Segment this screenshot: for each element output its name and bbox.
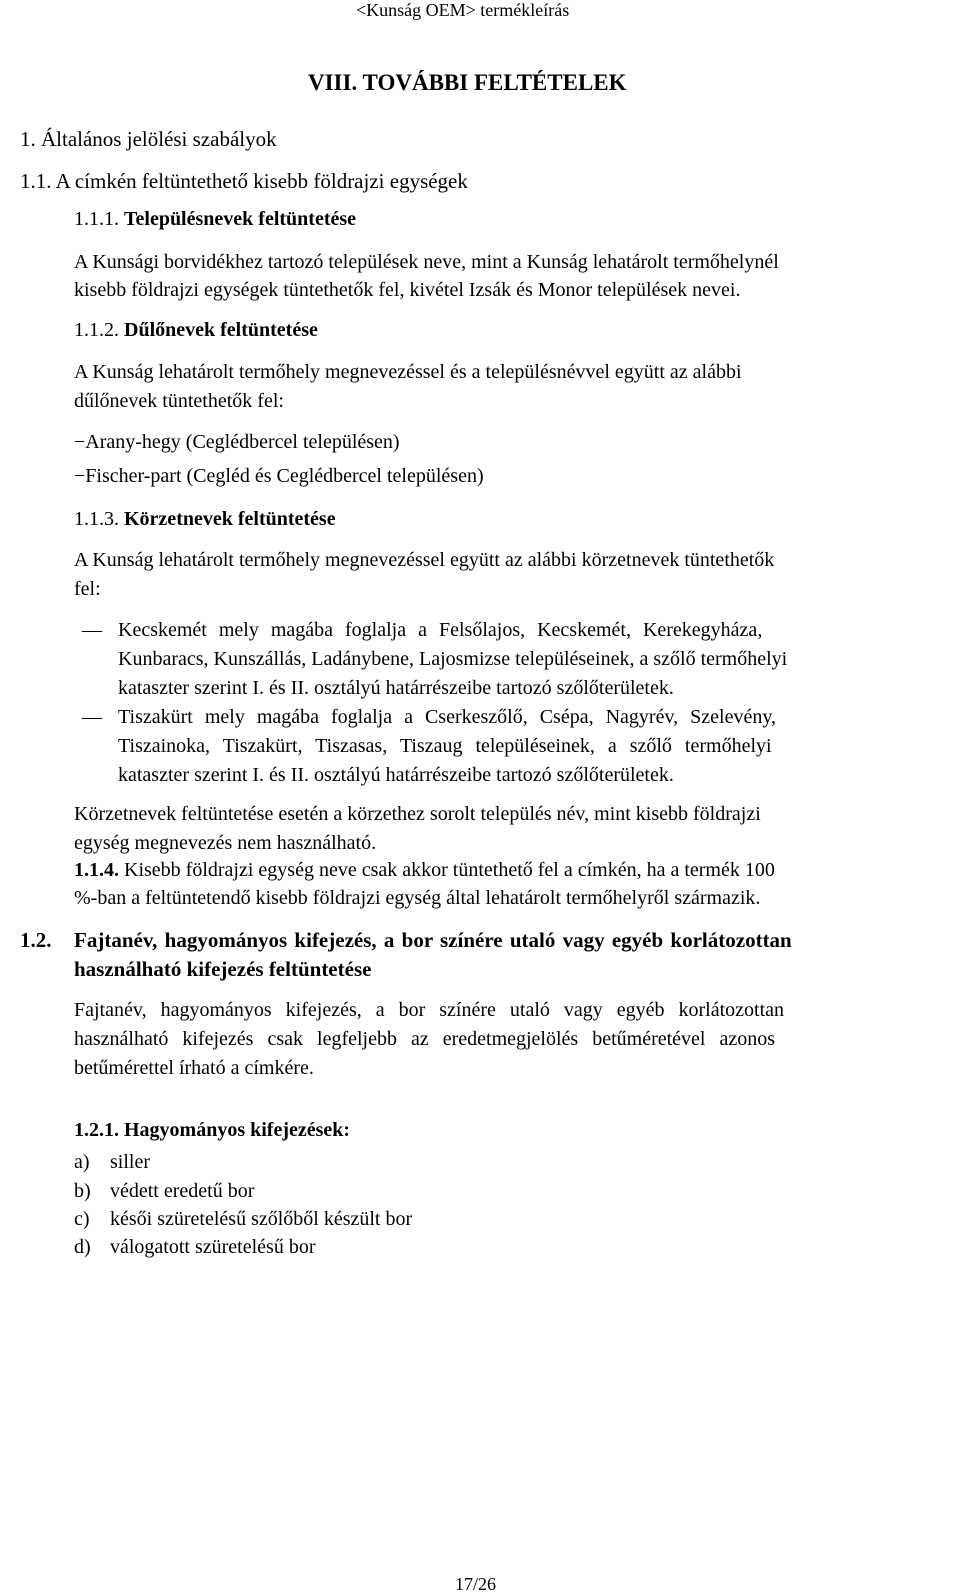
paragraph-line: A Kunság lehatárolt termőhely megnevezéssel és a településnévvel együtt az alábbi xyxy=(74,361,742,383)
section-1-2-title-line: Fajtanév, hagyományos kifejezés, a bor színére utaló vagy egyéb korlátozottan xyxy=(74,928,792,952)
page-number: 17/26 xyxy=(455,1574,497,1594)
paragraph-line: dűlőnevek tüntethetők fel: xyxy=(74,390,284,412)
section-1-2-number: 1.2. xyxy=(20,928,52,952)
section-title: Dűlőnevek feltüntetése xyxy=(124,319,318,341)
section-1-1-3-heading xyxy=(74,505,336,534)
section-1-2-1-heading: 1.2.1. Hagyományos kifejezések: xyxy=(74,1119,351,1141)
list-item-text: válogatott szüretelésű bor xyxy=(110,1236,316,1258)
section-1-heading: 1. Általános jelölési szabályok xyxy=(20,127,277,151)
section-number: 1.1.1. xyxy=(74,208,119,230)
section-number: 1.1.4. xyxy=(74,859,119,881)
list-item: −Fischer-part (Cegléd és Ceglédbercel településen) xyxy=(74,462,484,491)
section-1-1-heading: 1.1. A címkén feltüntethető kisebb földrajzi egységek xyxy=(20,169,468,193)
paragraph-line: betűmérettel írható a címkére. xyxy=(74,1057,314,1079)
running-header: <Kunság OEM> termékleírás xyxy=(356,0,570,20)
paragraph-line: A Kunsági borvidékhez tartozó települések neve, mint a Kunság lehatárolt termőhelynél xyxy=(74,251,779,273)
section-number: 1.1.3. xyxy=(74,508,119,530)
list-item-text: késői szüretelésű szőlőből készült bor xyxy=(110,1208,413,1230)
section-number: 1.1.2. xyxy=(74,319,119,341)
section-title: Településnevek feltüntetése xyxy=(124,208,357,230)
section-1-1-2-heading xyxy=(74,316,318,345)
list-marker: c) xyxy=(74,1208,90,1230)
dash-bullet: — xyxy=(82,619,102,641)
dash-bullet: — xyxy=(82,706,102,728)
paragraph-line: Körzetnevek feltüntetése esetén a körzethez sorolt település név, mint kisebb földrajzi xyxy=(74,803,761,825)
paragraph-line: kisebb földrajzi egységek tüntethetők fel, kivétel Izsák és Monor települések nevei. xyxy=(74,279,741,301)
list-item-line: kataszter szerint I. és II. osztályú határrészeibe tartozó szőlőterületek. xyxy=(118,764,674,786)
list-item-line: Tiszakürt mely magába foglalja a Cserkeszőlő, Csépa, Nagyrév, Szelevény, xyxy=(118,706,777,728)
chapter-title: VIII. TOVÁBBI FELTÉTELEK xyxy=(308,70,627,95)
list-marker: b) xyxy=(74,1180,91,1202)
section-title: Körzetnevek feltüntetése xyxy=(124,508,336,530)
section-1-2-title-line: használható kifejezés feltüntetése xyxy=(74,957,372,981)
section-1-1-4-line: 1.1.4. Kisebb földrajzi egység neve csak akkor tüntethető fel a címkén, ha a termék 100 xyxy=(74,859,775,881)
list-marker: a) xyxy=(74,1151,90,1173)
paragraph-line: Fajtanév, hagyományos kifejezés, a bor színére utaló vagy egyéb korlátozottan xyxy=(74,999,785,1021)
list-item-line: Tiszainoka, Tiszakürt, Tiszasas, Tiszaug településeinek, a szőlő termőhelyi xyxy=(118,735,772,757)
section-1-1-1-heading xyxy=(74,205,356,234)
list-item-text: siller xyxy=(110,1151,150,1173)
dash-bullet: − xyxy=(74,431,86,453)
list-item-line: Kunbaracs, Kunszállás, Ladánybene, Lajosmizse településeinek, a szőlő termőhelyi xyxy=(118,648,788,670)
paragraph-line: A Kunság lehatárolt termőhely megnevezéssel együtt az alábbi körzetnevek tüntethetők xyxy=(74,549,775,571)
list-item: −Arany-hegy (Ceglédbercel településen) xyxy=(74,428,400,457)
paragraph-line: használható kifejezés csak legfeljebb az eredetmegjelölés betűméretével azonos xyxy=(74,1028,776,1050)
dash-bullet: − xyxy=(74,465,86,487)
list-marker: d) xyxy=(74,1236,91,1258)
list-item-text: védett eredetű bor xyxy=(110,1180,255,1202)
list-item-line: kataszter szerint I. és II. osztályú határrészeibe tartozó szőlőterületek. xyxy=(118,677,674,699)
paragraph-line: egység megnevezés nem használható. xyxy=(74,832,377,854)
paragraph-line: %-ban a feltüntetendő kisebb földrajzi egység által lehatárolt termőhelyről származik. xyxy=(74,887,761,909)
paragraph-line: fel: xyxy=(74,578,101,600)
list-item-line: Kecskemét mely magába foglalja a Felsőlajos, Kecskemét, Kerekegyháza, xyxy=(118,619,763,641)
